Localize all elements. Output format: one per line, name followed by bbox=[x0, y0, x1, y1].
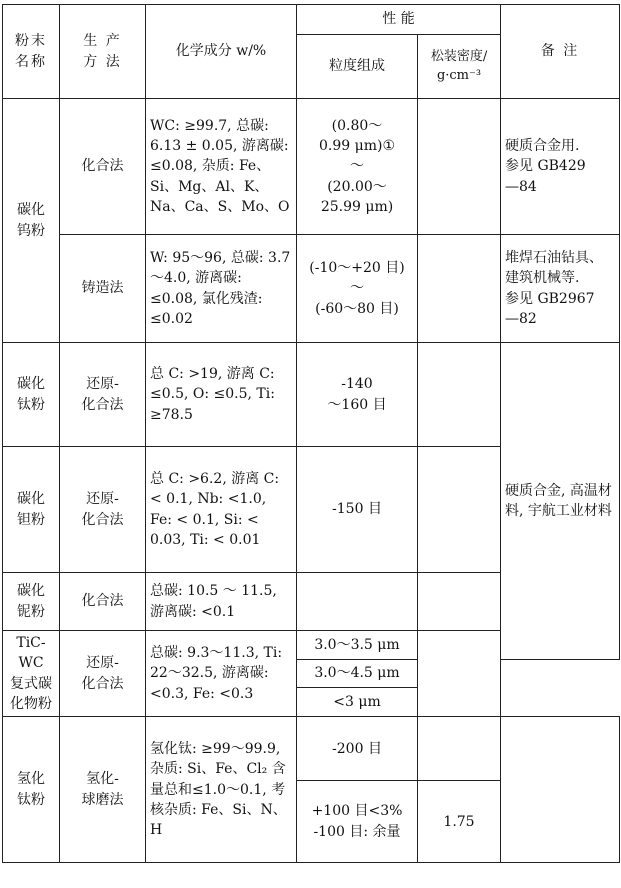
shared-note: 硬质合金, 高温材料, 宇航工业材料 bbox=[501, 343, 620, 660]
header-grain: 粒度组成 bbox=[297, 35, 418, 99]
header-chem: 化学成分 w/% bbox=[146, 5, 297, 99]
row-name: 碳化 钨粉 bbox=[3, 99, 60, 343]
row-name: 碳化 钽粉 bbox=[3, 447, 60, 573]
row-method: 还原- 化合法 bbox=[60, 447, 146, 573]
row-density bbox=[418, 573, 501, 631]
row-chem: 总碳: 9.3～11.3, Ti: 22～32.5, 游离碳: <0.3, Fe: <0.3 bbox=[146, 631, 297, 717]
header-density: 松装密度/ g·cm⁻³ bbox=[418, 35, 501, 99]
row-chem: 总 C: >19, 游离 C: ≤0.5, O: ≤0.5, Ti: ≥78.5 bbox=[146, 343, 297, 447]
row-name: 碳化 铌粉 bbox=[3, 573, 60, 631]
row-note bbox=[501, 717, 620, 863]
header-performance: 性 能 bbox=[297, 5, 501, 35]
row-density bbox=[418, 235, 501, 343]
row-note: 堆焊石油钻具、建筑机械等. 参见 GB2967 —82 bbox=[501, 235, 620, 343]
row-grain: -200 目 bbox=[297, 717, 418, 781]
row-grain: 3.0～3.5 μm bbox=[297, 631, 418, 660]
row-density bbox=[418, 631, 501, 717]
row-density bbox=[418, 717, 501, 781]
header-method: 生 产 方 法 bbox=[60, 5, 146, 99]
row-name: 碳化 钛粉 bbox=[3, 343, 60, 447]
header-note: 备 注 bbox=[501, 5, 620, 99]
row-grain: +100 目<3% -100 目: 余量 bbox=[297, 781, 418, 863]
row-density bbox=[418, 447, 501, 573]
row-density bbox=[418, 343, 501, 447]
row-grain: <3 μm bbox=[297, 688, 418, 717]
row-name: 氢化 钛粉 bbox=[3, 717, 60, 863]
row-name: TiC-WC 复式碳 化物粉 bbox=[3, 631, 60, 717]
row-note: 硬质合金用. 参见 GB429 —84 bbox=[501, 99, 620, 235]
row-chem: 总碳: 10.5 ～ 11.5, 游离碳: <0.1 bbox=[146, 573, 297, 631]
row-chem: 总 C: >6.2, 游离 C: < 0.1, Nb: <1.0, Fe: < 0.1, Si: < 0.03, Ti: < 0.01 bbox=[146, 447, 297, 573]
row-method: 还原- 化合法 bbox=[60, 631, 146, 717]
powder-table bbox=[2, 4, 620, 863]
row-grain: -150 目 bbox=[297, 447, 418, 573]
row-grain: (0.80～ 0.99 μm)① ～ (20.00～ 25.99 μm) bbox=[297, 99, 418, 235]
row-method: 化合法 bbox=[60, 99, 146, 235]
row-density bbox=[418, 99, 501, 235]
row-method: 还原- 化合法 bbox=[60, 343, 146, 447]
row-chem: W: 95～96, 总碳: 3.7～4.0, 游离碳: ≤0.08, 氯化残渣: ≤0.02 bbox=[146, 235, 297, 343]
row-chem: 氢化钛: ≥99～99.9, 杂质: Si、Fe、Cl₂ 含量总和≤1.0～0.1, 考核杂质: Fe、Si、N、H bbox=[146, 717, 297, 863]
row-grain: 3.0～4.5 μm bbox=[297, 659, 418, 688]
header-name: 粉末 名称 bbox=[3, 5, 60, 99]
row-grain bbox=[297, 573, 418, 631]
row-grain: -140 ～160 目 bbox=[297, 343, 418, 447]
row-density: 1.75 bbox=[418, 781, 501, 863]
row-method: 化合法 bbox=[60, 573, 146, 631]
row-grain: (-10～+20 目) ～ (-60～80 目) bbox=[297, 235, 418, 343]
row-method: 氢化- 球磨法 bbox=[60, 717, 146, 863]
row-method: 铸造法 bbox=[60, 235, 146, 343]
row-chem: WC: ≥99.7, 总碳: 6.13 ± 0.05, 游离碳: ≤0.08, 杂质: Fe、Si、Mg、Al、K、Na、Ca、S、Mo、O bbox=[146, 99, 297, 235]
